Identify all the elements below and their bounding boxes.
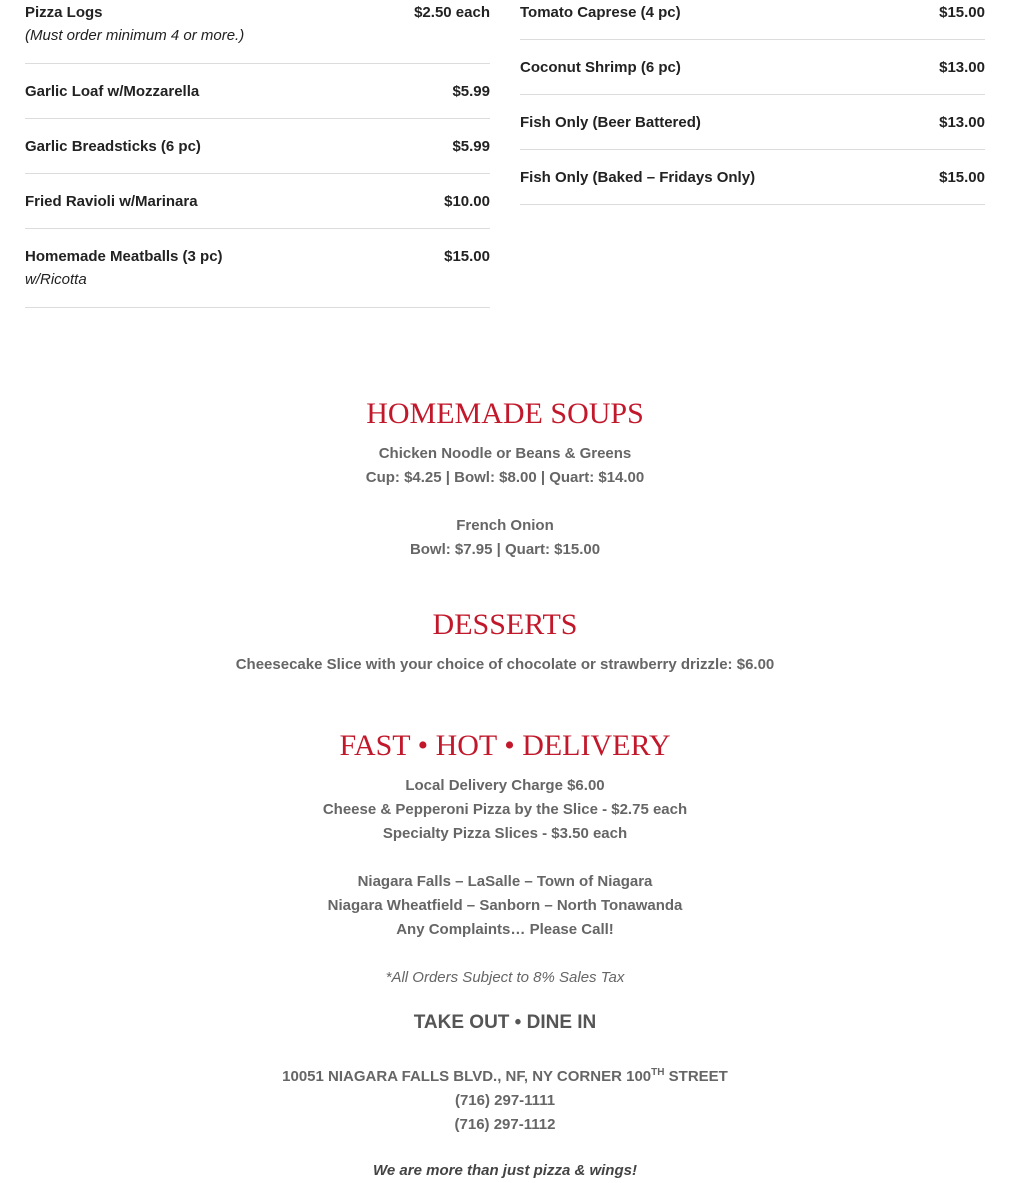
menu-item <box>25 229 490 308</box>
dessert-item: Cheesecake Slice with your choice of chocolate or strawberry drizzle: $6.00 <box>235 656 775 673</box>
soups-section <box>0 396 1010 562</box>
service-options: TAKE OUT • DINE IN <box>413 1012 597 1033</box>
soup-item-name: Chicken Noodle or Beans & Greens <box>378 445 632 462</box>
soup-item-prices: Cup: $4.25 | Bowl: $8.00 | Quart: $14.00 <box>365 469 645 486</box>
menu-item-note: w/Ricotta <box>25 271 87 288</box>
menu-item-price: $15.00 <box>939 4 985 21</box>
menu-item-name: Homemade Meatballs (3 pc) <box>25 248 223 265</box>
desserts-heading: DESSERTS <box>432 608 578 641</box>
menu-item-name: Fried Ravioli w/Marinara <box>25 192 198 210</box>
menu-item-price: $5.99 <box>452 137 490 155</box>
phone-number[interactable]: (716) 297-1111 <box>454 1092 556 1109</box>
slice-price: Cheese & Pepperoni Pizza by the Slice - $2.75 each <box>322 801 688 818</box>
menu-item-name: Fish Only (Beer Battered) <box>520 113 701 131</box>
menu-item <box>25 119 490 174</box>
delivery-heading: FAST • HOT • DELIVERY <box>339 729 671 762</box>
menu-item <box>520 95 985 150</box>
menu-left-column <box>25 0 490 308</box>
menu-item <box>25 64 490 119</box>
menu-columns <box>25 0 985 308</box>
menu-item-price: $13.00 <box>939 113 985 131</box>
menu-item-price: $5.99 <box>452 82 490 100</box>
address-ordinal: TH <box>651 1067 665 1078</box>
menu-item <box>25 174 490 229</box>
menu-item-price: $10.00 <box>444 192 490 210</box>
complaints-note: Any Complaints… Please Call! <box>396 921 614 938</box>
address-main: 10051 NIAGARA FALLS BLVD., NF, NY CORNER 100 <box>282 1068 652 1085</box>
phone-number[interactable]: (716) 297-1112 <box>454 1116 556 1133</box>
menu-item-name: Fish Only (Baked – Fridays Only) <box>520 168 756 186</box>
desserts-section <box>0 607 1010 677</box>
address-street: STREET <box>664 1068 728 1085</box>
contact-section <box>0 1010 1010 1183</box>
soup-item-prices: Bowl: $7.95 | Quart: $15.00 <box>409 541 601 558</box>
menu-item <box>520 150 985 205</box>
menu-item-price: $2.50 each <box>414 4 490 21</box>
menu-item-price: $15.00 <box>444 248 490 265</box>
delivery-areas: Niagara Falls – LaSalle – Town of Niagara <box>357 873 653 890</box>
menu-item-name: Pizza Logs <box>25 4 103 21</box>
menu-item <box>520 0 985 40</box>
menu-item <box>520 40 985 95</box>
delivery-charge: Local Delivery Charge $6.00 <box>405 777 605 794</box>
menu-right-column <box>520 0 985 308</box>
soups-heading: HOMEMADE SOUPS <box>366 397 644 430</box>
delivery-areas: Niagara Wheatfield – Sanborn – North Tonawanda <box>327 897 683 914</box>
menu-item-note: (Must order minimum 4 or more.) <box>25 27 245 44</box>
specialty-slice-price: Specialty Pizza Slices - $3.50 each <box>382 825 628 842</box>
soup-item-name: French Onion <box>456 517 554 534</box>
sales-tax-note: *All Orders Subject to 8% Sales Tax <box>385 969 625 986</box>
slogan: We are more than just pizza & wings! <box>373 1162 637 1179</box>
menu-item-price: $15.00 <box>939 168 985 186</box>
address <box>0 1061 1010 1089</box>
menu-item-name: Tomato Caprese (4 pc) <box>520 4 681 21</box>
menu-item-name: Coconut Shrimp (6 pc) <box>520 58 681 76</box>
menu-item <box>25 0 490 64</box>
menu-item-name: Garlic Loaf w/Mozzarella <box>25 82 200 100</box>
menu-item-name: Garlic Breadsticks (6 pc) <box>25 137 201 155</box>
menu-item-price: $13.00 <box>939 58 985 76</box>
delivery-section <box>0 728 1010 990</box>
